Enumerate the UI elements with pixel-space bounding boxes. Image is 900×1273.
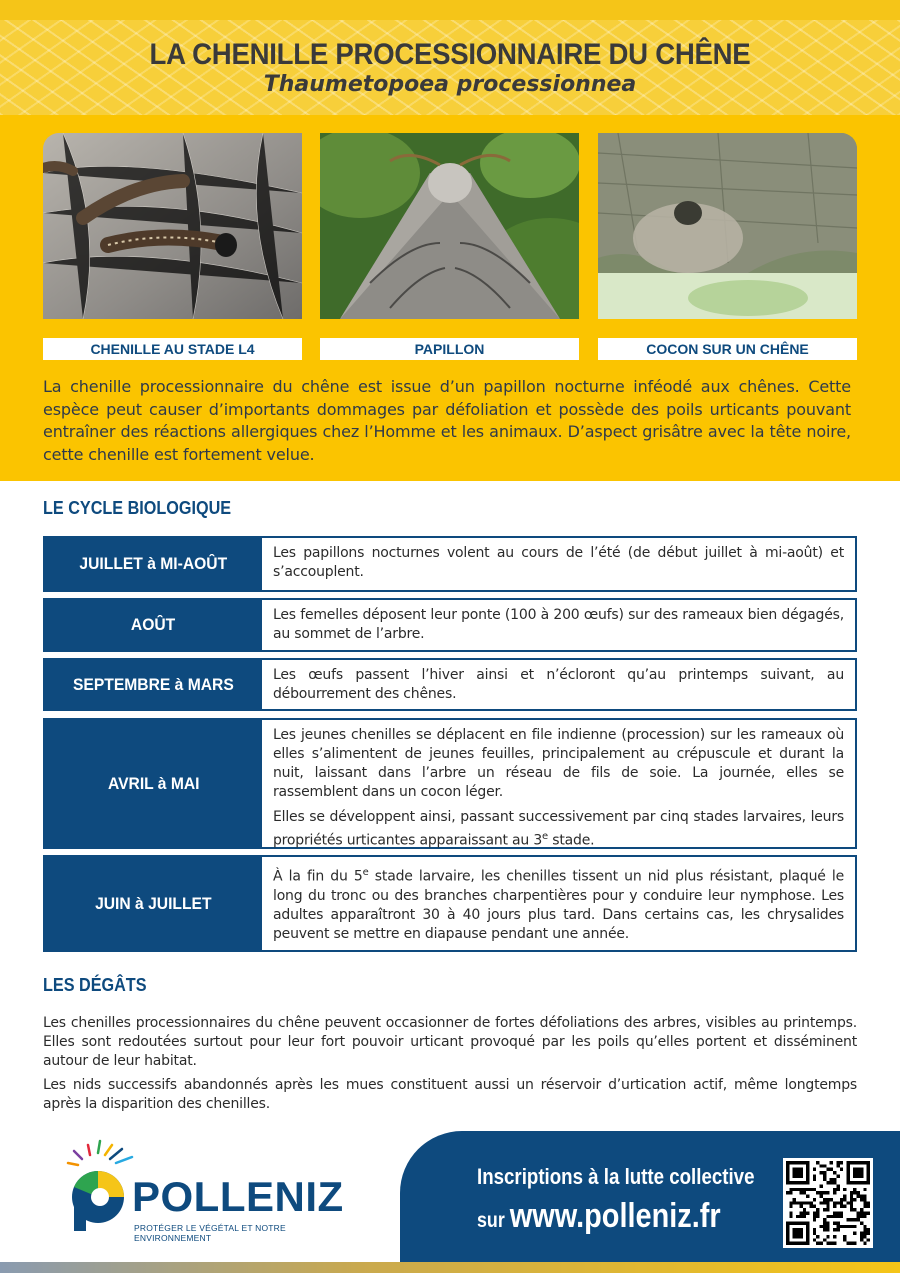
cycle-description [262,538,855,590]
registration-text: Inscriptions à la lutte collective [477,1164,755,1189]
cycle-period-label: JUILLET à MI-AOÛT [79,554,228,573]
caterpillar-photo [43,133,302,319]
cycle-description-text-2: Elles se développent ainsi, passant successivement par cinq stades larvaires, leurs propriétés urticantes apparaissant au 3e stade. [273,809,844,849]
polleniz-logo-icon [60,1135,140,1235]
cycle-description [262,720,855,847]
bottom-strip [0,1262,900,1273]
cycle-period-label: JUIN à JUILLET [95,893,212,913]
cycle-description-text: Les œufs passent l’hiver ainsi et n’écloront qu’au printemps suivant, au débourrement des chênes. [273,667,844,702]
damage-paragraph-2: Les nids successifs abandonnés après les mues constituent aussi un réservoir d’urtication actif, même longtemps après la disparition des chenilles. [43,1077,857,1112]
cocoon-photo [598,133,857,319]
cycle-period [45,600,262,650]
cycle-description-text: Les jeunes chenilles se déplacent en file indienne (procession) sur les rameaux où elles s’alimentent de jeunes feuilles, principalement au crépuscule et durant la nuit, laissant dans l’arbre un réseau de fils de soie. La journée, elles se rassemblent dans un cocon léger. [273,727,844,800]
cycle-section-title: LE CYCLE BIOLOGIQUE [43,498,232,518]
page-subtitle: Thaumetopoea processionnea [263,72,637,97]
logo-tagline: PROTÉGER LE VÉGÉTAL ET NOTRE ENVIRONNEMENT [134,1223,286,1243]
cycle-description [262,857,855,950]
page-title: LA CHENILLE PROCESSIONNAIRE DU CHÊNE [149,38,751,71]
cycle-description [262,600,855,650]
cycle-period-label: AVRIL à MAI [107,773,200,793]
photo-caption-cocoon: COCON SUR UN CHÊNE [598,338,857,360]
polleniz-logo [60,1135,360,1245]
cycle-period [45,720,262,847]
cycle-period-label: SEPTEMBRE à MARS [73,674,234,694]
registration-url-line [477,1197,721,1236]
moth-photo [320,133,579,319]
cycle-row [43,536,857,592]
cycle-period-label: AOÛT [131,615,176,634]
cycle-description-text: À la fin du 5e stade larvaire, les chenilles tissent un nid plus résistant, plaqué le long du tronc ou des branches charpentières pour y conduire leur nymphose. Les adultes apparaîtront 30 à 40 jours plus tard. Dans certains cas, les chrysalides peuvent se mettre en diapause pendant une année. [273,867,845,942]
photo-caption-caterpillar: CHENILLE AU STADE L4 [43,338,302,360]
cycle-row [43,718,857,849]
cycle-row [43,855,857,952]
cycle-description-text: Les femelles déposent leur ponte (100 à 200 œufs) sur des rameaux bien dégagés, au sommet de l’arbre. [273,607,844,642]
cycle-period [45,660,262,709]
photo-caption-moth: PAPILLON [320,338,579,360]
cycle-description-text: Les papillons nocturnes volent au cours de l’été (de début juillet à mi-août) et s’accouplent. [273,545,844,580]
intro-paragraph: La chenille processionnaire du chêne est issue d’un papillon nocturne inféodé aux chênes. Cette espèce peut causer d’importants dommages par défoliation et possède des poils urticants pouvant entraîner des réactions allergiques chez l’Homme et les animaux. D’aspect grisâtre avec la tête noire, cette chenille est fortement velue. [43,377,851,464]
qr-code[interactable] [783,1158,873,1248]
cycle-period [45,857,262,950]
cycle-period [45,538,262,590]
website-link[interactable]: www.polleniz.fr [509,1197,721,1235]
logo-wordmark: POLLENIZ [132,1173,344,1220]
damage-section-title: LES DÉGÂTS [43,975,147,995]
cycle-row [43,658,857,711]
damage-paragraph-1: Les chenilles processionnaires du chêne peuvent occasionner de fortes défoliations des arbres, visibles au printemps. Elles sont redoutées surtout pour leur fort pouvoir urticant provoqué par les poils qu’elles portent et disséminent autour de leur habitat. [43,1015,857,1069]
qr-code-image [786,1161,870,1245]
cycle-row [43,598,857,652]
cycle-description [262,660,855,709]
registration-url-prefix: sur [477,1209,510,1232]
